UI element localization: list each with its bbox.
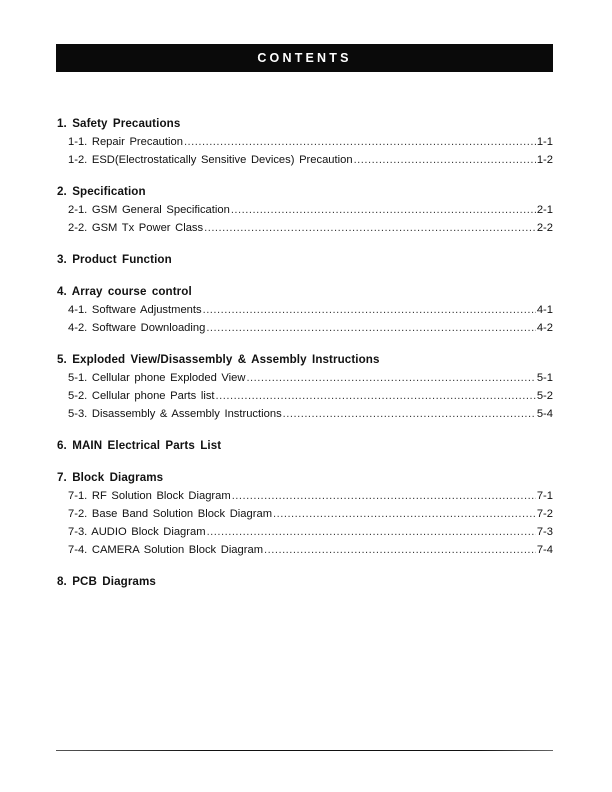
dot-leader xyxy=(184,133,536,151)
entry-label: 1-2. ESD(Electrostatically Sensitive Devices) Precaution xyxy=(68,154,353,166)
entry-page: 7-1 xyxy=(536,490,553,502)
entry-page: 4-1 xyxy=(536,304,553,316)
entry-label: 7-2. Base Band Solution Block Diagram xyxy=(68,508,273,520)
dot-leader xyxy=(246,369,535,387)
toc-section xyxy=(57,183,553,237)
section-title[interactable]: 4. Array course control xyxy=(57,285,192,298)
table-of-contents xyxy=(57,115,553,605)
entry-label: 5-1. Cellular phone Exploded View xyxy=(68,372,246,384)
entry-label: 7-1. RF Solution Block Diagram xyxy=(68,490,231,502)
toc-entry[interactable] xyxy=(57,387,553,405)
dot-leader xyxy=(206,319,536,337)
toc-entry[interactable] xyxy=(57,369,553,387)
entry-page: 4-2 xyxy=(536,322,553,334)
dot-leader xyxy=(273,505,536,523)
entry-page: 2-2 xyxy=(536,222,553,234)
toc-entry[interactable] xyxy=(57,487,553,505)
section-title[interactable]: 5. Exploded View/Disassembly & Assembly Instructions xyxy=(57,353,380,366)
toc-entry[interactable] xyxy=(57,505,553,523)
toc-section xyxy=(57,469,553,559)
entry-page: 5-4 xyxy=(536,408,553,420)
entry-label: 1-1. Repair Precaution xyxy=(68,136,183,148)
footer-divider xyxy=(56,750,553,751)
section-title[interactable]: 8. PCB Diagrams xyxy=(57,575,156,588)
entry-page: 1-2 xyxy=(536,154,553,166)
section-title[interactable]: 6. MAIN Electrical Parts List xyxy=(57,439,222,452)
toc-entry[interactable] xyxy=(57,541,553,559)
toc-section xyxy=(57,251,553,269)
toc-entry[interactable] xyxy=(57,133,553,151)
toc-section xyxy=(57,283,553,337)
dot-leader xyxy=(203,301,536,319)
entry-label: 7-4. CAMERA Solution Block Diagram xyxy=(68,544,264,556)
section-title[interactable]: 3. Product Function xyxy=(57,253,172,266)
entry-page: 7-3 xyxy=(536,526,553,538)
toc-section xyxy=(57,351,553,423)
entry-page: 5-1 xyxy=(536,372,553,384)
entry-label: 7-3. AUDIO Block Diagram xyxy=(68,526,206,538)
entry-page: 7-4 xyxy=(536,544,553,556)
toc-entry[interactable] xyxy=(57,201,553,219)
toc-section xyxy=(57,115,553,169)
dot-leader xyxy=(283,405,536,423)
toc-entry[interactable] xyxy=(57,151,553,169)
entry-label: 5-3. Disassembly & Assembly Instructions xyxy=(68,408,282,420)
section-title[interactable]: 1. Safety Precautions xyxy=(57,117,181,130)
entry-page: 5-2 xyxy=(536,390,553,402)
toc-entry[interactable] xyxy=(57,523,553,541)
dot-leader xyxy=(232,487,536,505)
dot-leader xyxy=(231,201,536,219)
dot-leader xyxy=(207,523,536,541)
entry-label: 5-2. Cellular phone Parts list xyxy=(68,390,215,402)
entry-label: 4-1. Software Adjustments xyxy=(68,304,202,316)
toc-entry[interactable] xyxy=(57,405,553,423)
entry-label: 2-1. GSM General Specification xyxy=(68,204,230,216)
toc-section xyxy=(57,573,553,591)
dot-leader xyxy=(216,387,536,405)
entry-page: 1-1 xyxy=(536,136,553,148)
toc-entry[interactable] xyxy=(57,301,553,319)
dot-leader xyxy=(354,151,536,169)
contents-header xyxy=(56,44,553,72)
toc-section xyxy=(57,437,553,455)
section-title[interactable]: 2. Specification xyxy=(57,185,146,198)
entry-page: 2-1 xyxy=(536,204,553,216)
entry-page: 7-2 xyxy=(536,508,553,520)
entry-label: 2-2. GSM Tx Power Class xyxy=(68,222,204,234)
dot-leader xyxy=(204,219,536,237)
toc-entry[interactable] xyxy=(57,319,553,337)
section-title[interactable]: 7. Block Diagrams xyxy=(57,471,164,484)
toc-entry[interactable] xyxy=(57,219,553,237)
dot-leader xyxy=(264,541,536,559)
contents-title: CONTENTS xyxy=(257,51,352,65)
entry-label: 4-2. Software Downloading xyxy=(68,322,206,334)
